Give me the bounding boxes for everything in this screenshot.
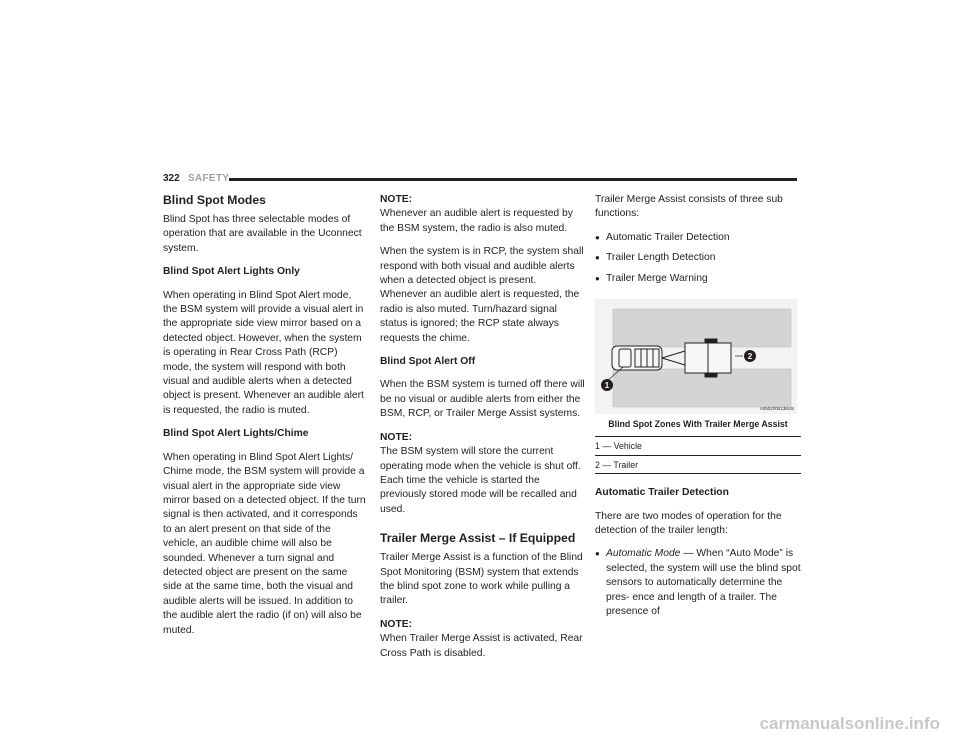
- figure-caption: Blind Spot Zones With Trailer Merge Assist: [608, 419, 788, 430]
- paragraph-trailer-merge: Trailer Merge Assist is a function of the Blind Spot Monitoring (BSM) system that extends the blind spot zone to work while pulling a trailer.: [380, 552, 583, 607]
- note-label: NOTE:: [380, 618, 413, 630]
- subheading-alert-off: Blind Spot Alert Off: [380, 356, 476, 368]
- legend-item: 1 — Vehicle: [595, 436, 801, 455]
- paragraph-alert-lights-only: When operating in Blind Spot Alert mode, the BSM system will provide a visual alert in the appropriate side view mirror based on a detected object. However, when the system is operating in Rear Cross Path (RCP) mode, the system will respond with both visual and audible alerts when a detected object is present. Whenever an audible alert is requested, the radio is muted.: [163, 289, 364, 416]
- paragraph-alert-off: When the BSM system is turned off there will be no visual or audible alerts from either the BSM, RCP, or Trailer Merge Assist systems.: [380, 379, 585, 420]
- paragraph-rcp: When the system is in RCP, the system shall respond with both visual and audible alerts when a detected object is present. Whenever an audible alert is requested, the radio is also muted. Turn/hazard signal status is ignored; the RCP state always requests the chime.: [380, 246, 584, 344]
- page-number: 322: [163, 173, 180, 184]
- automatic-mode-term: Automatic Mode: [606, 548, 681, 560]
- column-2: [380, 193, 585, 670]
- watermark: carmanualsonline.info: [759, 714, 940, 733]
- figure-blind-spot-zones: [595, 299, 797, 414]
- note-text: The BSM system will store the current operating mode when the vehicle is shut off. Each time the vehicle is started the previously stored mode will be recalled and used.: [380, 446, 581, 515]
- mode-list: [595, 547, 801, 619]
- heading-blind-spot-modes: Blind Spot Modes: [163, 193, 266, 207]
- subheading-automatic-trailer-detection: Automatic Trailer Detection: [595, 487, 729, 499]
- legend-item: 2 — Trailer: [595, 456, 801, 474]
- figure-code: A0502000136US: [759, 406, 794, 412]
- column-1: [163, 193, 368, 647]
- subfunction-list: [595, 231, 801, 286]
- column-3: [595, 193, 801, 626]
- list-item: [595, 547, 801, 619]
- pickup-truck: [612, 346, 662, 370]
- note-3: [380, 618, 585, 661]
- section-title: SAFETY: [188, 173, 230, 184]
- note-label: NOTE:: [380, 431, 413, 443]
- trailer-zone-illustration: [595, 299, 797, 414]
- header-rule: [229, 178, 797, 181]
- note-text: When Trailer Merge Assist is activated, Rear Cross Path is disabled.: [380, 633, 583, 659]
- automatic-mode-text: — When “Auto Mode” is selected, the system will use the blind spot sensors to automatically determine the pres- ence and length of a trailer. The presence of: [606, 548, 801, 618]
- intro-paragraph: Blind Spot has three selectable modes of operation that are available in the Uconnect system.: [163, 214, 362, 254]
- right-zone: [613, 369, 791, 407]
- note-label: NOTE:: [380, 194, 413, 205]
- callout-2-label: 2: [747, 352, 753, 362]
- list-item: ● Automatic Trailer Detection: [595, 231, 801, 245]
- subheading-alert-lights-only: Blind Spot Alert Lights Only: [163, 266, 300, 278]
- subheading-alert-lights-chime: Blind Spot Alert Lights/Chime: [163, 428, 309, 440]
- page-header: [163, 173, 797, 187]
- paragraph-modes: There are two modes of operation for the detection of the trailer length:: [595, 510, 782, 537]
- note-2: [380, 431, 585, 517]
- list-item: ● Trailer Merge Warning: [595, 272, 801, 286]
- note-text: Whenever an audible alert is requested by the BSM system, the radio is also muted.: [380, 208, 573, 234]
- left-zone: [613, 309, 791, 347]
- heading-trailer-merge-assist: Trailer Merge Assist – If Equipped: [380, 531, 576, 546]
- note-1: [380, 193, 585, 236]
- list-item: ● Trailer Length Detection: [595, 251, 801, 265]
- callout-1-label: 1: [604, 381, 610, 391]
- intro-subfunctions: Trailer Merge Assist consists of three sub functions:: [595, 194, 783, 220]
- paragraph-alert-lights-chime: When operating in Blind Spot Alert Lights/ Chime mode, the BSM system will provide a visual alert in the appropriate side view mirror based on a detected object. If the turn signal is then activated, and it corresponds to an alert present on that side of the vehicle, an audible chime will also be sounded. Whenever a turn signal and detected object are present on the same side at the same time, both the visual and audible alerts will be issued. In addition to the audible alert the radio (if on) will also be muted.: [163, 451, 366, 636]
